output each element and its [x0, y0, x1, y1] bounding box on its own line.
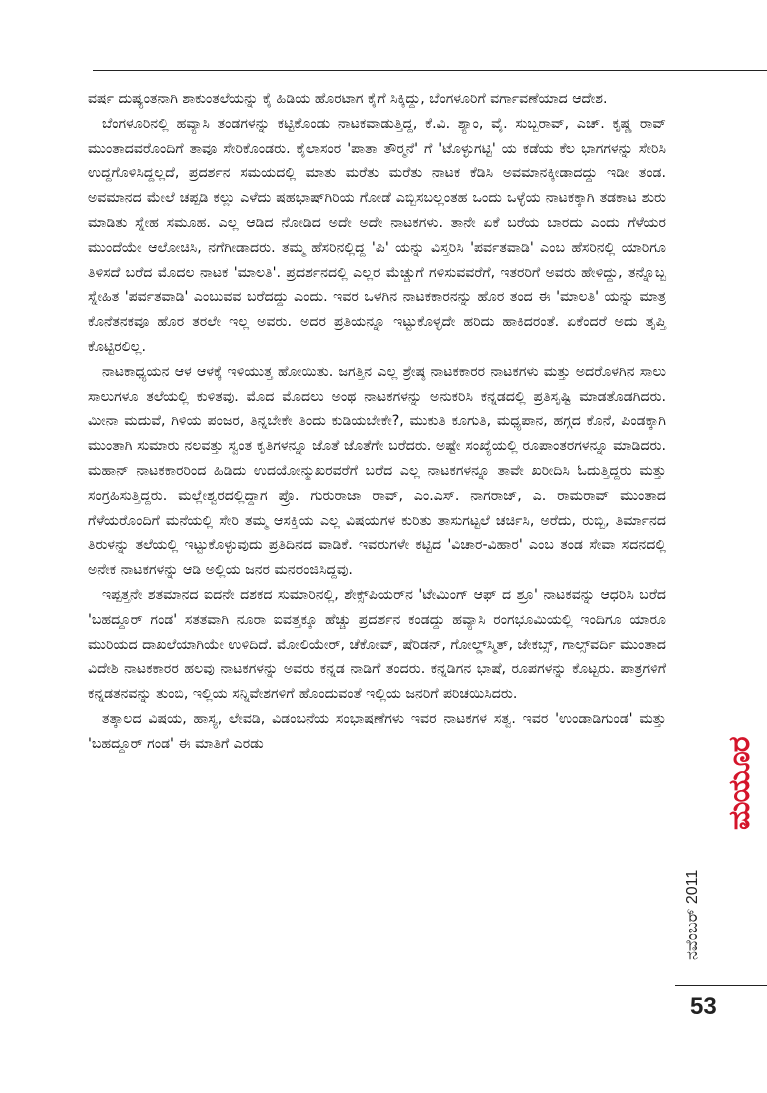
paragraph: ನಾಟಕಾಧ್ಯಯನ ಆಳ ಆಳಕ್ಕೆ ಇಳಿಯುತ್ತ ಹೋಯಿತು. ಜಗತ್ತಿನ ಎಲ್ಲ ಶ್ರೇಷ್ಠ ನಾಟಕಕಾರರ ನಾಟಕಗಳು ಮತ್ತು ಅದರೊಳಗಿನ ಸಾಲು ಸಾಲುಗಳೂ ತಲೆಯಲ್ಲಿ ಕುಳಿತವು. ಮೊದ ಮೊದಲು ಅಂಥ ನಾಟಕಗಳನ್ನು ಅನುಕರಿಸಿ ಕನ್ನಡದಲ್ಲಿ ಪ್ರತಿಸೃಷ್ಟಿ ಮಾಡತೊಡಗಿದರು. ಮೀನಾ ಮದುವೆ, ಗಿಳಿಯ ಪಂಜರ, ತಿನ್ನಬೇಕೇ ತಿಂದು ಕುಡಿಯಬೇಕೇ?, ಮುಕುತಿ ಕೂಗುತಿ, ಮಧ್ಯಪಾನ, ಹಗ್ಗದ ಕೊನೆ, ಪಿಂಡಕ್ಕಾಗಿ ಮುಂತಾಗಿ ಸುಮಾರು ನಲವತ್ತು ಸ್ವಂತ ಕೃತಿಗಳನ್ನೂ ಜೊತೆ ಜೊತೆಗೇ ಬರೆದರು. ಅಷ್ಟೇ ಸಂಖ್ಯೆಯಲ್ಲಿ ರೂಪಾಂತರಗಳನ್ನೂ ಮಾಡಿದರು. ಮಹಾನ್ ನಾಟಕಕಾರರಿಂದ ಹಿಡಿದು ಉದಯೋನ್ಮುಖರವರೆಗೆ ಬರೆದ ಎಲ್ಲ ನಾಟಕಗಳನ್ನೂ ತಾವೇ ಖರೀದಿಸಿ ಓದುತ್ತಿದ್ದರು ಮತ್ತು ಸಂಗ್ರಹಿಸುತ್ತಿದ್ದರು. ಮಲ್ಲೇಶ್ವರದಲ್ಲಿದ್ದಾಗ ಪ್ರೊ. ಗುರುರಾಜಾ ರಾವ್, ಎಂ.ಎಸ್. ನಾಗರಾಜ್, ಎ. ರಾಮರಾವ್ ಮುಂತಾದ ಗೆಳೆಯರೊಂದಿಗೆ ಮನೆಯಲ್ಲಿ ಸೇರಿ ತಮ್ಮ ಆಸಕ್ತಿಯ ಎಲ್ಲ ವಿಷಯಗಳ ಕುರಿತು ತಾಸುಗಟ್ಟಲೆ ಚರ್ಚಿಸಿ, ಅರೆದು, ರುಬ್ಬಿ, ತಿರ್ಮಾನದ ತಿರುಳನ್ನು ತಲೆಯಲ್ಲಿ ಇಟ್ಟುಕೊಳ್ಳುವುದು ಪ್ರತಿದಿನದ ವಾಡಿಕೆ. ಇವರುಗಳೇ ಕಟ್ಟಿದ 'ವಿಚಾರ-ವಿಹಾರ' ಎಂಬ ತಂಡ ಸೇವಾ ಸದನದಲ್ಲಿ ಅನೇಕ ನಾಟಕಗಳನ್ನು ಆಡಿ ಅಲ್ಲಿಯ ಜನರ ಮನರಂಜಿಸಿದ್ದವು. — [88, 363, 666, 579]
paragraph: ಬೆಂಗಳೂರಿನಲ್ಲಿ ಹವ್ಯಾಸಿ ತಂಡಗಳನ್ನು ಕಟ್ಟಿಕೊಂಡು ನಾಟಕವಾಡುತ್ತಿದ್ದ, ಕೆ.ವಿ. ಶ್ಯಾಂ, ವೈ. ಸುಬ್ಬರಾವ್, ಎಚ್. ಕೃಷ್ಣ ರಾವ್ ಮುಂತಾದವರೊಂದಿಗೆ ತಾವೂ ಸೇರಿಕೊಂಡರು. ಕೈಲಾಸಂರ 'ಪಾತಾ ತೌರ್‍ಮನೆ' ಗೆ 'ಟೊಳ್ಳುಗಟ್ಟಿ' ಯ ಕಡೆಯ ಕೆಲ ಭಾಗಗಳನ್ನು ಸೇರಿಸಿ ಉದ್ದಗೊಳಿಸಿದ್ದಲ್ಲದೆ, ಪ್ರದರ್ಶನ ಸಮಯದಲ್ಲಿ ಮಾತು ಮರೆತು ಮರೆತು ನಾಟಕ ಕೆಡಿಸಿ ಅವಮಾನಕ್ಕೀಡಾದದ್ದು ಇಡೀ ತಂಡ. ಅವಮಾನದ ಮೇಲೆ ಚಪ್ಪಡಿ ಕಲ್ಲು ಎಳೆದು ಷಹಭಾಷ್‌ಗಿರಿಯ ಗೋಡೆ ಎಬ್ಬಿಸಬಲ್ಲಂತಹ ಒಂದು ಒಳ್ಳೆಯ ನಾಟಕಕ್ಕಾಗಿ ತಡಕಾಟ ಶುರು ಮಾಡಿತು ಸ್ನೇಹ ಸಮೂಹ. ಎಲ್ಲ ಆಡಿದ ನೋಡಿದ ಅದೇ ಅದೇ ನಾಟಕಗಳು. ತಾನೇ ಏಕೆ ಬರೆಯ ಬಾರದು ಎಂದು ಗೆಳೆಯರ ಮುಂದೆಯೇ ಆಲೋಚಿಸಿ, ನಗೆಗೀಡಾದರು. ತಮ್ಮ ಹೆಸರಿನಲ್ಲಿದ್ದ 'ಪಿ' ಯನ್ನು ವಿಸ್ತರಿಸಿ 'ಪರ್ವತವಾಡಿ' ಎಂಬ ಹೆಸರಿನಲ್ಲಿ ಯಾರಿಗೂ ತಿಳಿಸದೆ ಬರೆದ ಮೊದಲ ನಾಟಕ 'ಮಾಲತಿ'. ಪ್ರದರ್ಶನದಲ್ಲಿ ಎಲ್ಲರ ಮೆಚ್ಚುಗೆ ಗಳಿಸುವವರೆಗೆ, ಇತರರಿಗೆ ಅವರು ಹೇಳಿದ್ದು, ತನ್ನೊಬ್ಬ ಸ್ನೇಹಿತ 'ಪರ್ವತವಾಡಿ' ಎಂಬುವವ ಬರೆದದ್ದು ಎಂದು. ಇವರ ಒಳಗಿನ ನಾಟಕಕಾರನನ್ನು ಹೊರ ತಂದ ಈ 'ಮಾಲತಿ' ಯನ್ನು ಮಾತ್ರ ಕೊನೆತನಕವೂ ಹೊರ ತರಲೇ ಇಲ್ಲ ಅವರು. ಅದರ ಪ್ರತಿಯನ್ನೂ ಇಟ್ಟುಕೊಳ್ಳದೇ ಹರಿದು ಹಾಕಿದರಂತೆ. ಏಕೆಂದರೆ ಅದು ತೃಪ್ತಿ ಕೊಟ್ಟಿರಲಿಲ್ಲ. — [88, 115, 666, 355]
footer-rule — [675, 985, 767, 986]
magazine-logo: ಮಯೂರ — [722, 737, 757, 830]
article-body — [88, 87, 666, 757]
paragraph: ಇಪ್ಪತ್ತನೇ ಶತಮಾನದ ಐದನೇ ದಶಕದ ಸುಮಾರಿನಲ್ಲಿ, ಶೇಕ್ಸ್‌ಪಿಯರ್‌ನ 'ಟೇಮಿಂಗ್ ಆಫ್ ದ ಶ್ರೂ' ನಾಟಕವನ್ನು ಆಧರಿಸಿ ಬರೆದ 'ಬಹದ್ದೂರ್ ಗಂಡ' ಸತತವಾಗಿ ನೂರಾ ಐವತ್ತಕ್ಕೂ ಹೆಚ್ಚು ಪ್ರದರ್ಶನ ಕಂಡದ್ದು ಹವ್ಯಾಸಿ ರಂಗಭೂಮಿಯಲ್ಲಿ ಇಂದಿಗೂ ಯಾರೂ ಮುರಿಯದ ದಾಖಲೆಯಾಗಿಯೇ ಉಳಿದಿದೆ. ಮೋಲಿಯೇರ್, ಚೆಕೋವ್, ಷೆರಿಡನ್, ಗೋಲ್ಡ್‌ಸ್ಮಿತ್, ಜೇಕಬ್ಸ್, ಗಾಲ್ಸ್‌ವರ್ದಿ ಮುಂತಾದ ವಿದೇಶಿ ನಾಟಕಕಾರರ ಹಲವು ನಾಟಕಗಳನ್ನು ಅವರು ಕನ್ನಡ ನಾಡಿಗೆ ತಂದರು. ಕನ್ನಡಿಗನ ಭಾಷೆ, ರೂಪಗಳನ್ನು ಕೊಟ್ಟರು. ಪಾತ್ರಗಳಿಗೆ ಕನ್ನಡತನವನ್ನು ತುಂಬಿ, ಇಲ್ಲಿಯ ಸನ್ನಿವೇಶಗಳಿಗೆ ಹೊಂದುವಂತೆ ಇಲ್ಲಿಯ ಜನರಿಗೆ ಪರಿಚಯಿಸಿದರು. — [88, 586, 666, 703]
page-number: 53 — [690, 993, 717, 1020]
paragraph: ತತ್ಕಾಲದ ವಿಷಯ, ಹಾಸ್ಯ, ಲೇವಡಿ, ವಿಡಂಬನೆಯ ಸಂಭಾಷಣೆಗಳು ಇವರ ನಾಟಕಗಳ ಸತ್ವ. ಇವರ 'ಉಂಡಾಡಿಗುಂಡ' ಮತ್ತು 'ಬಹದ್ದೂರ್ ಗಂಡ' ಈ ಮಾತಿಗೆ ಎರಡು — [88, 710, 666, 752]
header-rule — [93, 70, 767, 71]
magazine-sidebar — [660, 737, 760, 980]
issue-date: ನವೆಂಬರ್ 2011 — [684, 869, 701, 960]
paragraph: ವರ್ಷ ದುಷ್ಯಂತನಾಗಿ ಶಾಕುಂತಲೆಯನ್ನು ಕೈ ಹಿಡಿಯ ಹೊರಟಾಗ ಕೈಗೆ ಸಿಕ್ಕಿದ್ದು, ಬೆಂಗಳೂರಿಗೆ ವರ್ಗಾವಣೆಯಾದ ಆದೇಶ. — [88, 91, 608, 107]
